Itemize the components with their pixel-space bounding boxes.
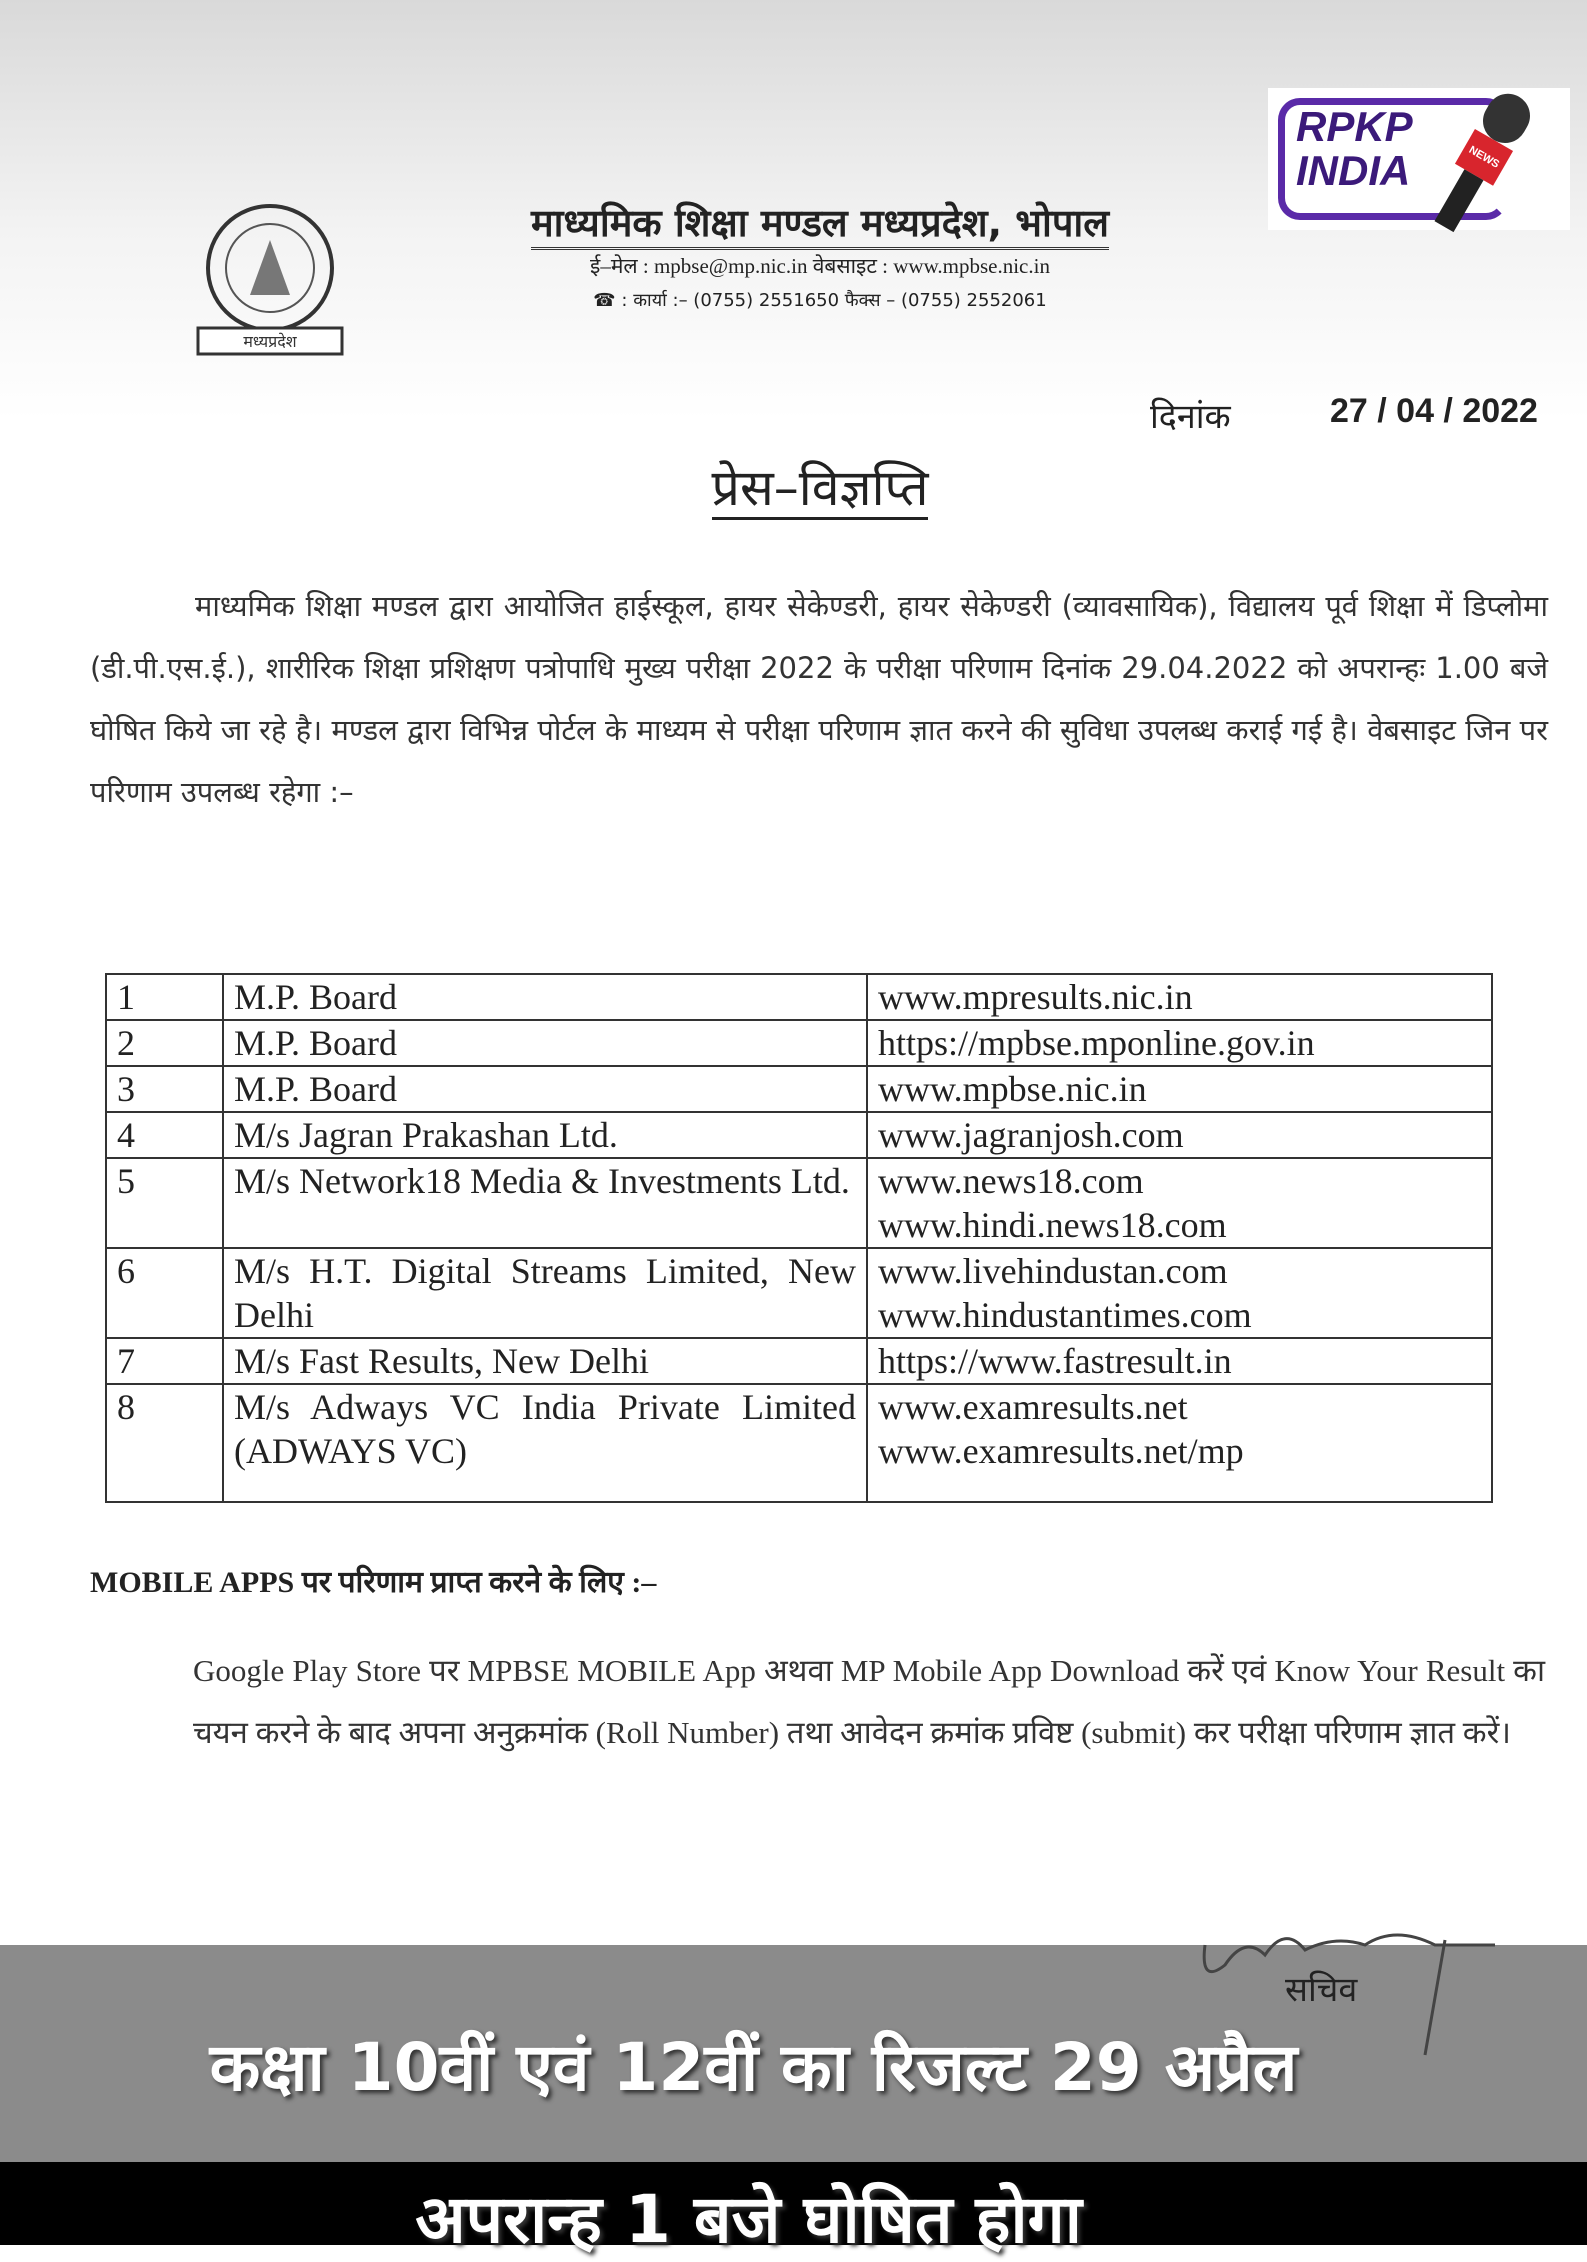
organization-cell: M.P. Board	[223, 1020, 867, 1066]
document-heading: प्रेस–विज्ञप्ति	[0, 452, 1587, 520]
row-number: 6	[106, 1248, 223, 1338]
date-value: 27 / 04 / 2022	[1330, 392, 1538, 430]
table-row	[106, 1112, 1492, 1158]
website-cell: www.jagranjosh.com	[867, 1112, 1492, 1158]
mobile-apps-heading: MOBILE APPS पर परिणाम प्राप्त करने के लिए :–	[90, 1566, 657, 1599]
body-paragraph: माध्यमिक शिक्षा मण्डल द्वारा आयोजित हाईस्कूल, हायर सेकेण्डरी, हायर सेकेण्डरी (व्यावसायिक), विद्यालय पूर्व शिक्षा में डिप्लोमा (डी.पी.एस.ई.), शारीरिक शिक्षा प्रशिक्षण पत्रोपाधि मुख्य परीक्षा 2022 के परीक्षा परिणाम दिनांक 29.04.2022 को अपरान्हः 1.00 बजे घोषित किये जा रहे है। मण्डल द्वारा विभिन्न पोर्टल के माध्यम से परीक्षा परिणाम ज्ञात करने की सुविधा उपलब्ध कराई गई है। वेबसाइट जिन पर परिणाम उपलब्ध रहेगा :–	[90, 589, 1548, 809]
row-number: 4	[106, 1112, 223, 1158]
table-row	[106, 974, 1492, 1020]
overlay-headline-line1: कक्षा 10वीं एवं 12वीं का रिजल्ट 29 अप्रैल	[209, 2029, 1298, 2106]
overlay-headline-line2: अपरान्ह 1 बजे घोषित होगा	[415, 2181, 1082, 2258]
table-row	[106, 1020, 1492, 1066]
row-number: 7	[106, 1338, 223, 1384]
results-websites-table	[105, 973, 1493, 1503]
website-cell: https://www.fastresult.in	[867, 1338, 1492, 1384]
contact-phone-fax: ☎ : कार्या :– (0755) 2551650 फैक्स – (0755) 2552061	[593, 290, 1047, 311]
mobile-apps-paragraph: Google Play Store पर MPBSE MOBILE App अथवा MP Mobile App Download करें एवं Know Your Result का चयन करने के बाद अपना अनुक्रमांक (Roll Number) तथा आवेदन क्रमांक प्रविष्ट (submit) कर परीक्षा परिणाम ज्ञात करें।	[193, 1653, 1545, 1750]
microphone-icon: NEWS	[1430, 86, 1538, 229]
contact-email-website: ई–मेल : mpbse@mp.nic.in वेबसाइट : www.mpbse.nic.in	[590, 254, 1050, 278]
row-number: 1	[106, 974, 223, 1020]
logo-line1: RPKP	[1296, 103, 1413, 150]
organization-cell: M/s Adways VC India Private Limited (ADWAYS VC)	[223, 1384, 867, 1502]
organization-cell: M.P. Board	[223, 974, 867, 1020]
website-cell: www.news18.com www.hindi.news18.com	[867, 1158, 1492, 1248]
table-row	[106, 1338, 1492, 1384]
website-cell: https://mpbse.mponline.gov.in	[867, 1020, 1492, 1066]
table-row	[106, 1248, 1492, 1338]
organization-cell: M/s Jagran Prakashan Ltd.	[223, 1112, 867, 1158]
signatory-designation: सचिव	[1285, 1970, 1358, 2010]
organization-cell: M/s Fast Results, New Delhi	[223, 1338, 867, 1384]
row-number: 8	[106, 1384, 223, 1502]
row-number: 5	[106, 1158, 223, 1248]
table-row	[106, 1384, 1492, 1502]
date-label: दिनांक	[1150, 397, 1231, 437]
row-number: 2	[106, 1020, 223, 1066]
website-cell: www.mpbse.nic.in	[867, 1066, 1492, 1112]
table-row	[106, 1158, 1492, 1248]
board-name: माध्यमिक शिक्षा मण्डल मध्यप्रदेश, भोपाल	[0, 196, 1587, 248]
organization-cell: M.P. Board	[223, 1066, 867, 1112]
organization-cell: M/s H.T. Digital Streams Limited, New Delhi	[223, 1248, 867, 1338]
website-cell: www.livehindustan.com www.hindustantimes.com	[867, 1248, 1492, 1338]
organization-cell: M/s Network18 Media & Investments Ltd.	[223, 1158, 867, 1248]
website-cell: www.examresults.net www.examresults.net/mp	[867, 1384, 1492, 1502]
svg-text:मध्यप्रदेश: मध्यप्रदेश	[243, 332, 297, 351]
table-row	[106, 1066, 1492, 1112]
website-cell: www.mpresults.nic.in	[867, 974, 1492, 1020]
row-number: 3	[106, 1066, 223, 1112]
logo-line2: INDIA	[1296, 147, 1411, 194]
